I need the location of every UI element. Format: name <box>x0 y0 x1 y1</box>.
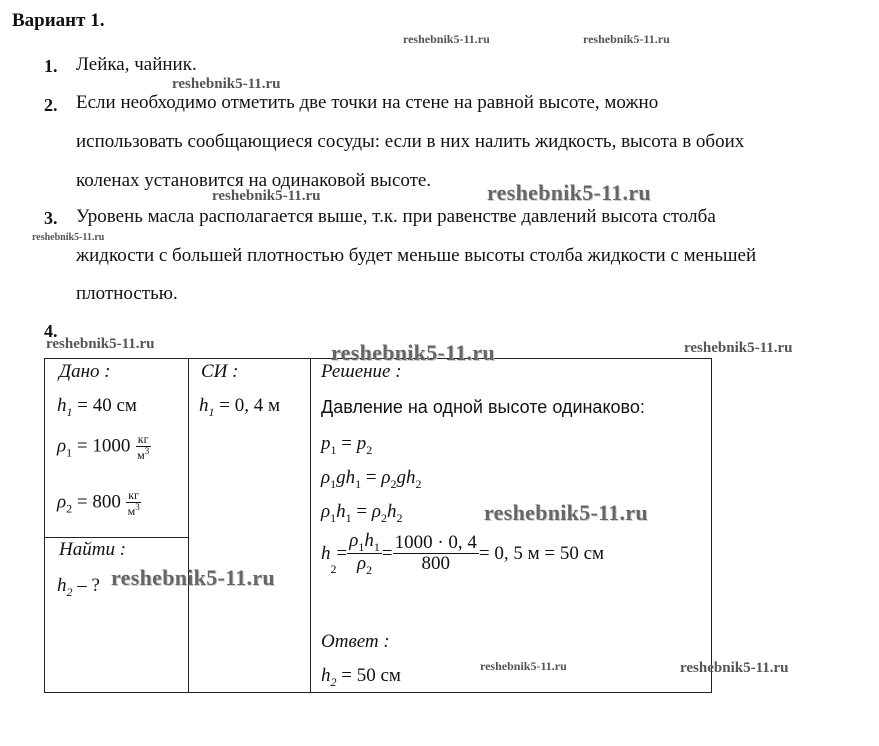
item-1-line-1: Лейка, чайник. <box>76 54 197 75</box>
given-rho2: $\rho_2 = 800$ $\frac{кг}{м^3}$ <box>57 488 140 518</box>
equation-1: $p_1 = p_2$ <box>321 433 373 457</box>
watermark: reshebnik5-11.ru <box>487 180 651 205</box>
item-4-number: 4. <box>44 321 58 341</box>
item-2-number: 2. <box>44 95 58 115</box>
item-2-line-3: коленах установится на одинаковой высоте. <box>76 170 432 191</box>
table-divider-2 <box>310 359 311 692</box>
table-divider-given-find <box>45 537 188 538</box>
equation-2: $\rho_1gh_1 = \rho_2gh_2$ <box>321 467 422 491</box>
item-3-line-3: плотностью. <box>76 283 178 304</box>
watermark: reshebnik5-11.ru <box>32 232 105 243</box>
find-h2: $h_2$ – ? <box>57 575 100 599</box>
watermark: reshebnik5-11.ru <box>111 565 275 590</box>
si-h1: $h_1 = 0$, 4 м <box>199 395 280 419</box>
watermark: reshebnik5-11.ru <box>583 32 670 46</box>
equation-3: $\rho_1h_1 = \rho_2h_2$ <box>321 501 403 525</box>
rho2-unit-fraction: $\frac{кг}{м^3}$ <box>127 488 140 518</box>
given-rho1: $\rho_1 = 1000$ $\frac{кг}{м^3}$ <box>57 432 150 462</box>
table-divider-1 <box>188 359 189 692</box>
variant-title: Вариант 1. <box>12 10 105 31</box>
answer-h2: $h_2 = 50$ см <box>321 665 401 689</box>
item-2-line-1: Если необходимо отметить две точки на стене на равной высоте, можно <box>76 92 659 113</box>
equation-4-fraction-2: $\frac{1000 \cdot 0, 4}{800}$ <box>394 532 477 575</box>
item-2-line-2: использовать сообщающиеся сосуды: если в них налить жидкость, высота в обоих <box>76 131 745 152</box>
given-h1: $h_1 = 40$ см <box>57 395 137 419</box>
equation-4-fraction-1: $\frac{\rho_1h_1}{\rho_2}$ <box>349 530 380 578</box>
equation-4: h $_2$ = $\frac{\rho_1h_1}{\rho_2}$ = $\frac{1000 \cdot 0, 4}{800}$ = 0, 5 м = 50 см <box>321 530 605 578</box>
si-label: СИ : <box>201 361 239 382</box>
watermark: reshebnik5-11.ru <box>331 340 495 365</box>
item-3-line-2: жидкости с большей плотностью будет меньше высоты столба жидкости с меньшей <box>76 245 757 266</box>
watermark: reshebnik5-11.ru <box>480 659 567 673</box>
item-3-number: 3. <box>44 208 58 228</box>
find-label: Найти : <box>59 539 127 560</box>
watermark: reshebnik5-11.ru <box>212 188 321 204</box>
answer-label: Ответ : <box>321 631 390 652</box>
watermark: reshebnik5-11.ru <box>680 660 789 676</box>
solution-intro: Давление на одной высоте одинаково: <box>321 397 645 417</box>
solution-label: Решение : <box>321 361 402 382</box>
watermark: reshebnik5-11.ru <box>484 500 648 525</box>
watermark: reshebnik5-11.ru <box>172 76 281 92</box>
item-3-line-1: Уровень масла располагается выше, т.к. при равенстве давлений высота столба <box>76 206 716 227</box>
given-label: Дано : <box>59 361 111 382</box>
watermark: reshebnik5-11.ru <box>684 340 793 356</box>
watermark: reshebnik5-11.ru <box>46 336 155 352</box>
rho1-unit-fraction: $\frac{кг}{м^3}$ <box>137 432 150 462</box>
item-1-number: 1. <box>44 56 58 76</box>
watermark: reshebnik5-11.ru <box>403 32 490 46</box>
